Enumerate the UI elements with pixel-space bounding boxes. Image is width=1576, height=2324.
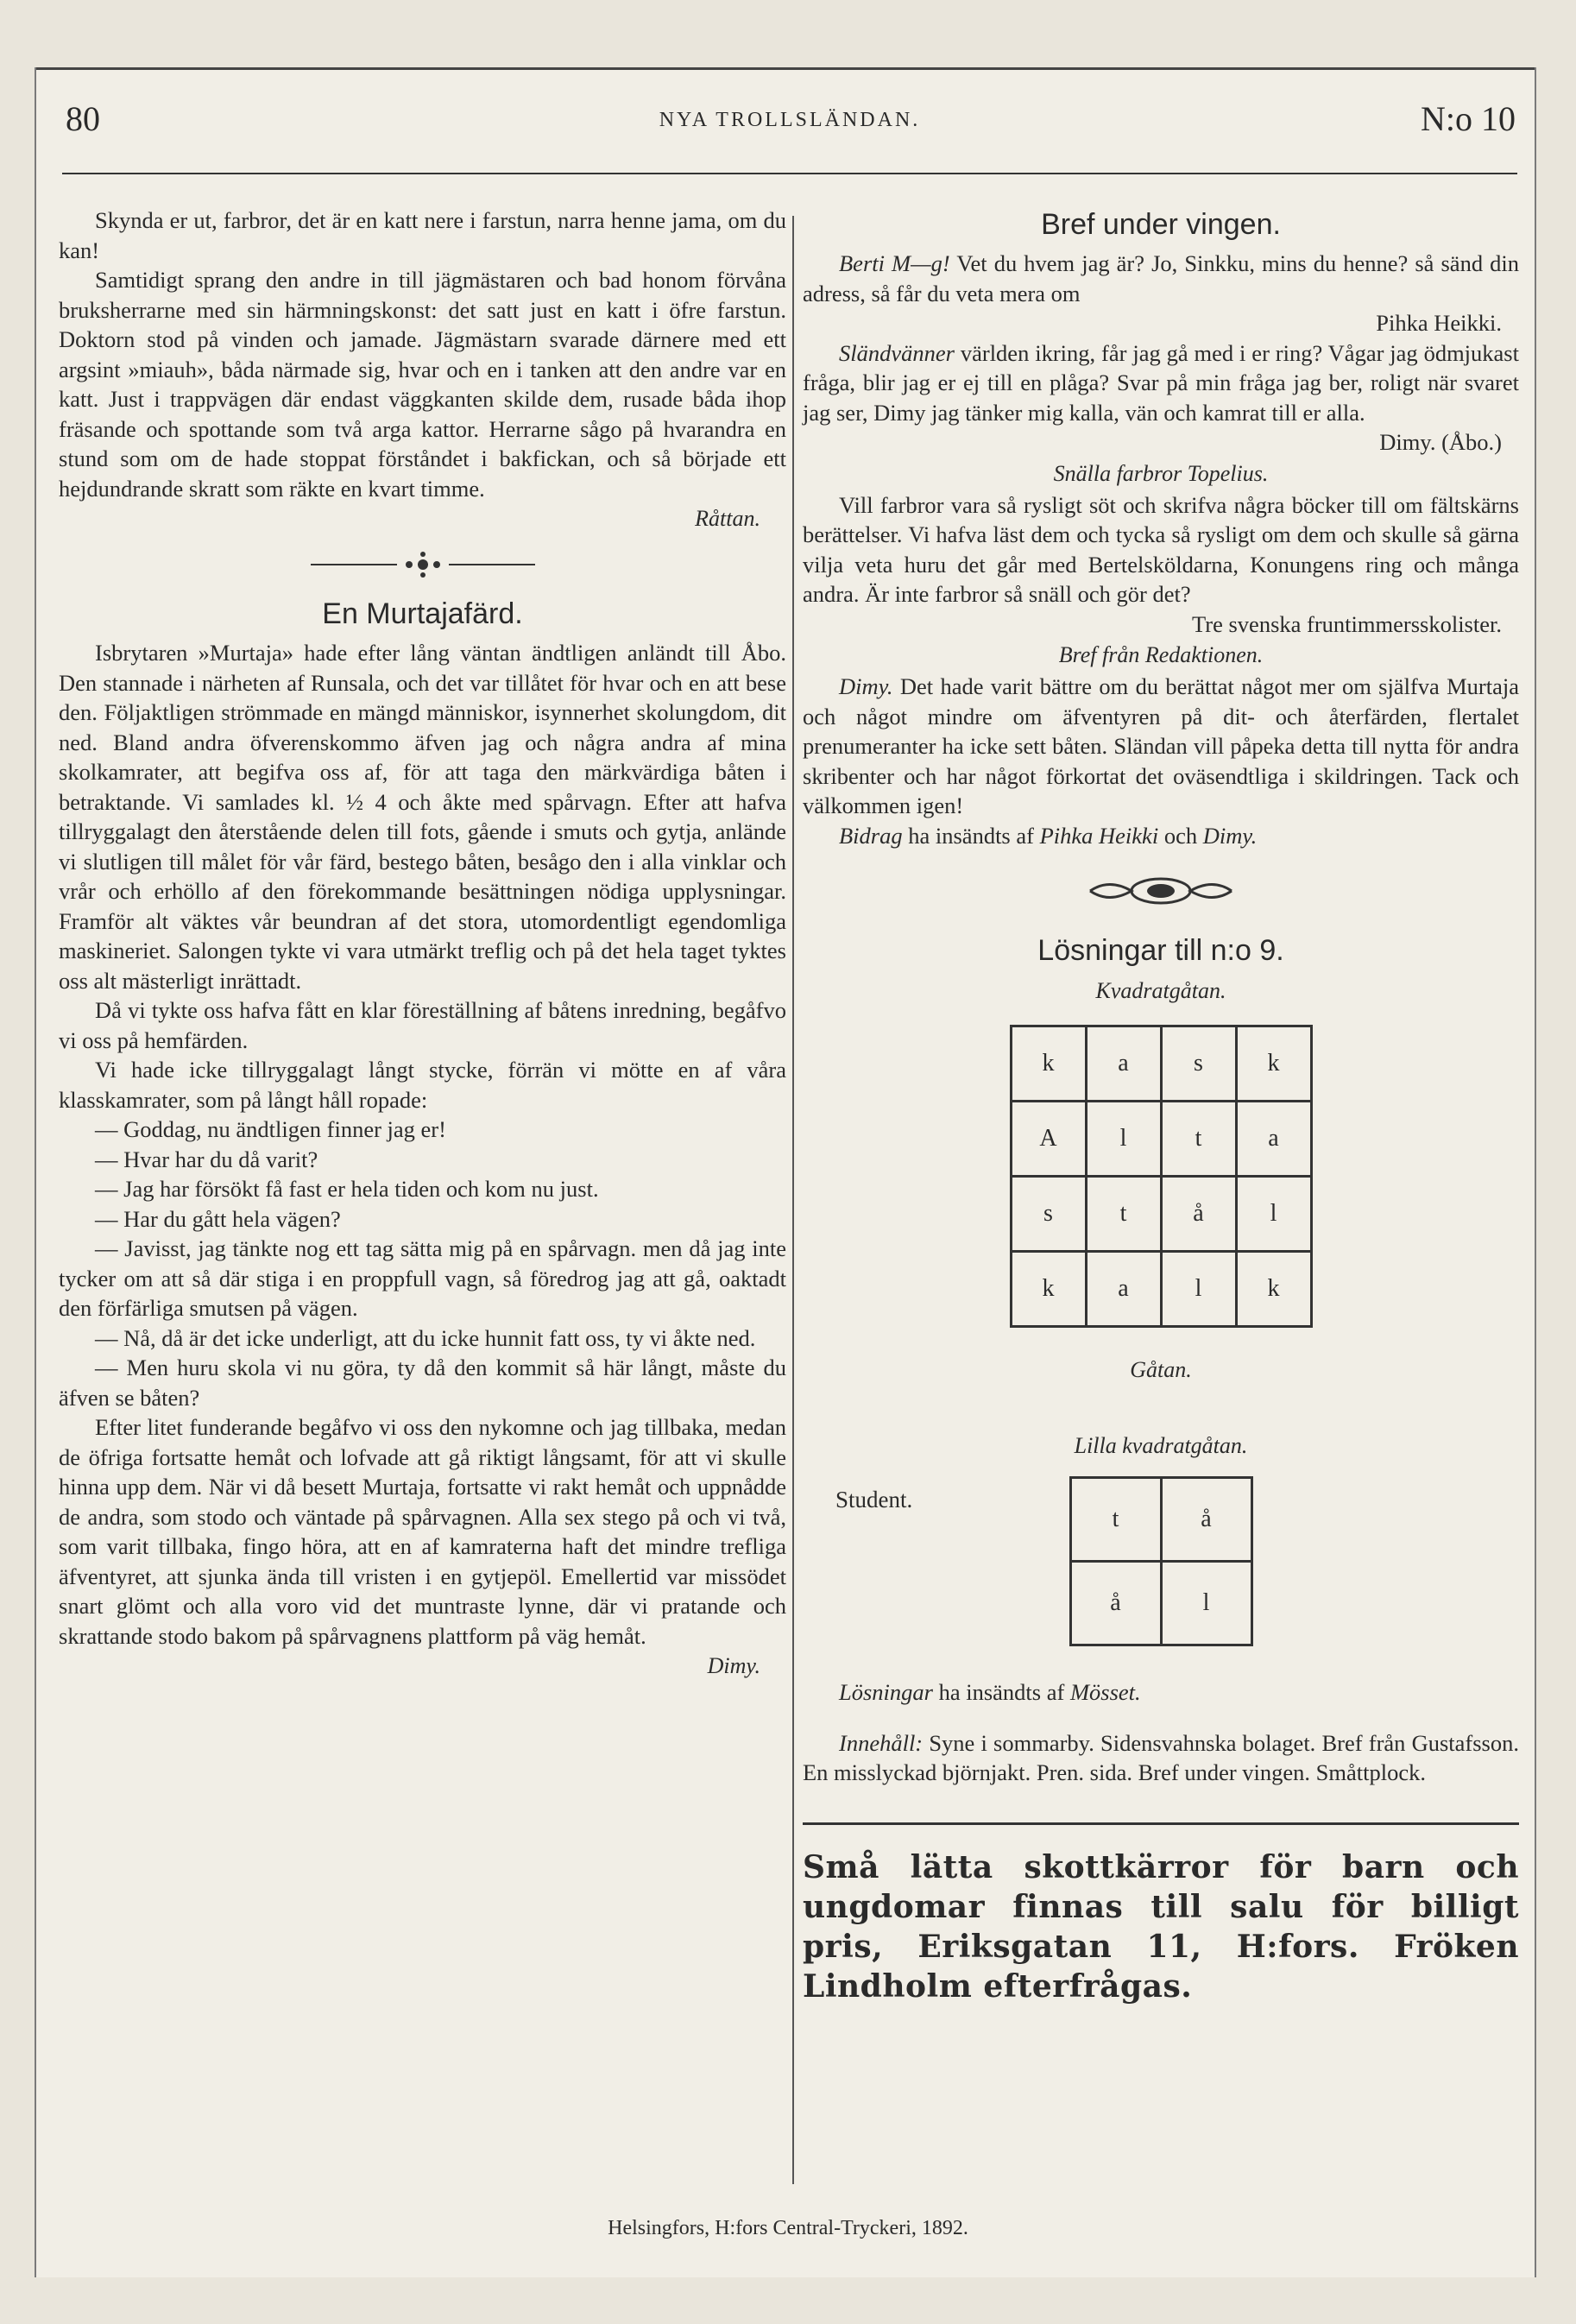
grid-cell: t (1086, 1177, 1161, 1252)
grid-cell: t (1070, 1478, 1161, 1562)
contents-note: Innehåll: Syne i sommarby. Sidensvahnska bolaget. Bref från Gustafsson. En misslyckad björnjakt. Pren. sida. Bref under vingen. Småttplock. (803, 1729, 1519, 1785)
puzzle-label: Gåtan. (1130, 1357, 1192, 1382)
letter-heading: Snälla farbror Topelius. (1053, 460, 1269, 486)
letter-sign: Dimy. (Åbo.) (1379, 429, 1502, 455)
reply-addressee: Dimy. (839, 673, 893, 699)
ornament-icon (1083, 875, 1239, 907)
reply-text: Det hade varit bättre om du berättat något mer om själfva Murtaja och något mindre om äfventyren på dit- och återfärden, flertalet prenumeranter ha icke sett båten. Sländan vill påpeka detta till nytta för andra skribenter och har något förkortat det oväsendtliga i skildringen. Tack och välkommen igen! (803, 673, 1519, 818)
editor-reply (803, 672, 1519, 821)
grid-cell: k (1011, 1252, 1086, 1327)
story-paragraph: Samtidigt sprang den andre in till jägmästaren och bad honom förvåna bruksherrarne med sin härmningskonst: det satt just en katt i öfre farstun. Doktorn stod på vinden och jamade. Jägmästarn svarade därnere med ett argsint »miauh», båda närmade sig, hvar och en i tanken att den andre var en katt. Just i trappvägen där endast väggkanten skilde dem, rusade båda ihop fräsande och spottande som två arga kattor. Herrarne sågo på hvarandra en stund som om de hade stoppat förståndet i bakfickan, och så började ett hejdundrande skratt som räkte en kvart timme. (59, 267, 786, 502)
column-rule (792, 216, 794, 2184)
letter-text: Vet du hvem jag är? Jo, Sinkku, mins du henne? så sänd din adress, så får du veta mera om (803, 250, 1519, 306)
story-signature: Råttan. (695, 506, 760, 531)
grid-cell: l (1161, 1562, 1251, 1645)
article-paragraph: Då vi tykte oss hafva fått en klar föreställning af båtens inredning, begåfvo vi oss på hemfärden. (59, 997, 786, 1053)
ornament-divider (59, 550, 786, 584)
grid-cell: k (1236, 1026, 1311, 1102)
puzzle-label: Kvadratgåtan. (1095, 978, 1226, 1003)
solutions-heading: Lösningar till n:o 9. (1037, 934, 1284, 967)
advertisement: Små lätta skottkärror för barn och ungdomar finnas till salu för billigt pris, Eriksgatan 11, H:fors. Fröken Lindholm efterfrågas. (803, 1848, 1519, 2005)
letter-addressee: Sländvänner (839, 339, 955, 366)
right-column (803, 205, 1519, 2006)
grid-cell: å (1070, 1562, 1161, 1645)
dialogue-line: — Hvar har du då varit? (95, 1146, 318, 1172)
letter-paragraph (803, 338, 1519, 428)
article-paragraph: Efter litet funderande begåfvo vi oss den nykomne och jag tillbaka, medan de öfriga fortsatte hemåt och lofvade att gå riktigt långsamt, för att vi skulle hinna upp dem. När vi då besett Murtaja, fortsatte vi rakt hemåt och uppnådde de andra, som stodo och väntade på spårvagnen. Alla sex stego på och vi två, som varit tillbaka, fingo höra, att en af kamraterna haft det mindre trefliga äfventyret, att sjunka ända till vristen i en gytjepöl. Emellertid var missödet snart glömt och alla voro vid det muntraste lynne, där vi pratande och skrattande stodo bakom på spårvagnens plattform på väg hemåt. (59, 1414, 786, 1649)
grid-cell: a (1086, 1252, 1161, 1327)
dialogue-line: — Jag har försökt få fast er hela tiden och kom nu just. (95, 1176, 599, 1202)
grid-cell: l (1086, 1102, 1161, 1177)
lilla-grid (1069, 1476, 1253, 1646)
letter-paragraph (803, 249, 1519, 308)
grid-cell: å (1161, 1177, 1236, 1252)
story-paragraph: Skynda er ut, farbror, det är en katt nere i farstun, narra henne jama, om du kan! (59, 207, 786, 263)
grid-cell: å (1161, 1478, 1251, 1562)
grid-cell: a (1086, 1026, 1161, 1102)
letter-heading: Bref från Redaktionen. (1058, 642, 1264, 667)
page-frame-top (35, 67, 1536, 70)
contributions-note: Bidrag ha insändts af Pihka Heikki och Dimy. (839, 822, 1258, 849)
grid-cell: s (1161, 1026, 1236, 1102)
grid-cell: t (1161, 1102, 1236, 1177)
solutions-note: Lösningar ha insändts af Mösset. (839, 1679, 1141, 1705)
article-signature: Dimy. (707, 1653, 760, 1678)
grid-cell: k (1236, 1252, 1311, 1327)
dialogue-line: — Javisst, jag tänkte nog ett tag sätta mig på en spårvagn. men då jag inte tycker om att så där stiga i en proppfull vagn, så föredrog jag att gå, oaktadt den förfärliga smutsen på vägen. (59, 1235, 786, 1321)
page-number: 80 (66, 99, 100, 138)
page-frame-left (35, 67, 36, 2277)
solver-name: Student. (835, 1487, 913, 1512)
page-header (60, 97, 1519, 148)
letter-sign: Pihka Heikki. (1376, 310, 1502, 336)
letter-paragraph: Vill farbror vara så rysligt söt och skrifva några böcker till om fältskärns berättelser. Vi hafva läst dem och tycka så rysligt om dem och skulle så gärna vilja veta huru det går med Bertelsköldarna, Konungens ring och många andra. Är inte farbror så snäll och gör det? (803, 491, 1519, 607)
grid-cell: k (1011, 1026, 1086, 1102)
issue-number: N:o 10 (1421, 99, 1516, 138)
article-paragraph: Isbrytaren »Murtaja» hade efter lång väntan ändtligen anländt till Åbo. Den stannade i närheten af Runsala, och det var tillåtet för hvar och en att bese den. Följaktligen strömmade en mängd människor, isynnerhet skolungdom, dit ned. Bland andra öfverenskommo äfven jag och några andra af mina skolkamrater, att begifva oss af, för att taga den märkvärdiga båten i betraktande. Vi samlades kl. ½ 4 och åkte med spårvagn. Efter att hafva tillryggalagt den återstående delen till fots, gående i smuts och gytja, anlände vi slutligen till målet för vår färd, bestego båten, besågo den i alla vinklar och vrår och erhöllo af den förekommande besättningen nödiga upplysningar. Framför alt väktes vår beundran af det stora, utomordentligt egendomliga maskineriet. Salongen tykte vi vara utmärkt treflig och på det hela taget tyktes oss alt mästerligt inrättadt. (59, 640, 786, 994)
grid-cell: l (1161, 1252, 1236, 1327)
letter-text: världen ikring, får jag gå med i er ring? Vågar jag ödmjukast fråga, blir jag er ej till en plåga? Svar på min fråga jag ber, roligt när svaret jag ser, Dimy jag tänker mig kalla, vän och kamrat till er alla. (803, 339, 1519, 426)
kvadrat-grid (1010, 1025, 1313, 1328)
dialogue-line: — Goddag, nu ändtligen finner jag er! (95, 1116, 446, 1142)
running-title: NYA TROLLSLÄNDAN. (659, 109, 921, 131)
dialogue-line: — Men huru skola vi nu göra, ty då den kommit så här långt, måste du äfven se båten? (59, 1355, 786, 1411)
article-heading: En Murtajafärd. (322, 597, 523, 630)
grid-cell: a (1236, 1102, 1311, 1177)
article-paragraph: Vi hade icke tillryggalagt långt stycke, förrän vi mötte en af våra klasskamrater, som på långt håll ropade: (59, 1057, 786, 1113)
dialogue-line: — Har du gått hela vägen? (95, 1205, 341, 1232)
grid-cell: s (1011, 1177, 1086, 1252)
page-frame-right (1535, 67, 1536, 2277)
ad-rule (803, 1822, 1519, 1825)
ornament-divider (803, 875, 1519, 909)
ornament-icon (302, 550, 544, 579)
puzzle-label: Lilla kvadratgåtan. (1074, 1433, 1248, 1458)
section-heading: Bref under vingen. (1041, 208, 1281, 241)
left-column (59, 205, 786, 1682)
header-rule (62, 173, 1517, 174)
printer-footer: Helsingfors, H:fors Central-Tryckeri, 1892. (608, 2217, 968, 2239)
dialogue-line: — Nå, då är det icke underligt, att du icke hunnit fatt oss, ty vi åkte ned. (95, 1324, 756, 1351)
letter-sign: Tre svenska fruntimmersskolister. (1192, 610, 1502, 637)
grid-cell: l (1236, 1177, 1311, 1252)
grid-cell: A (1011, 1102, 1086, 1177)
letter-addressee: Berti M—g! (839, 250, 950, 276)
